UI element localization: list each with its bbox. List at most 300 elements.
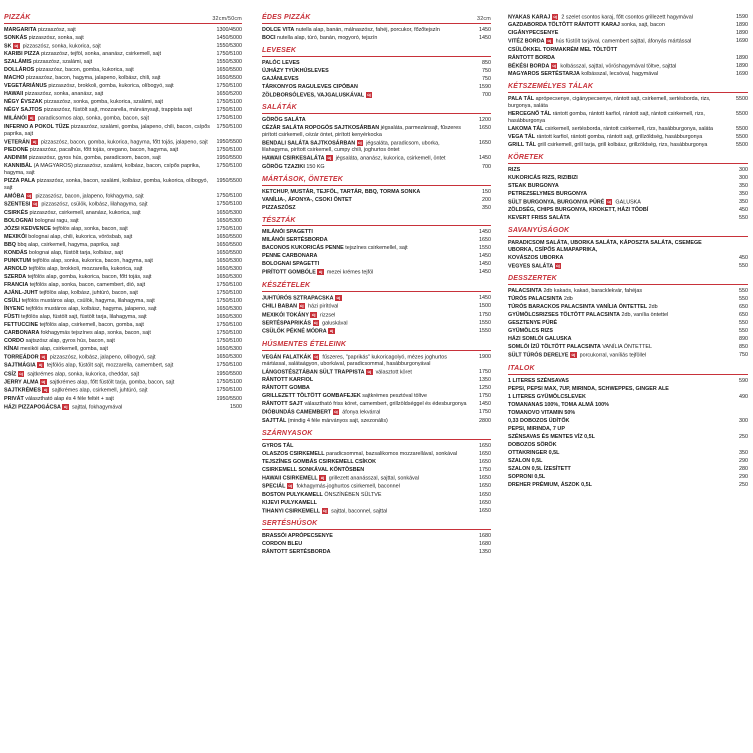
menu-item (262, 295, 491, 302)
item-name: BÉKÉSI BORDA (508, 63, 550, 70)
item-description: 2 szelet csontos karaj, főtt csontos grillezett hagymával (561, 14, 693, 21)
item-price: 1890 (736, 30, 748, 37)
menu-item-text (262, 27, 471, 34)
item-price: 1650 (479, 140, 491, 146)
menu-item (262, 418, 491, 425)
section-title-text: ÉDES PIZZÁK (262, 14, 311, 21)
item-name: TÚRÓS BARACKOS PALACSINTA VANÍLIA ÖNTETTEL (508, 304, 648, 311)
new-badge: új (553, 14, 557, 19)
menu-item-text (4, 330, 217, 337)
item-price: 1650/5500 (216, 249, 242, 256)
item-price: 1500 (230, 403, 242, 410)
item-name: HÁZI PIZZAPOGÁCSA (4, 404, 61, 411)
menu-item (4, 314, 242, 321)
menu-item (4, 107, 242, 114)
menu-item-text (508, 434, 728, 441)
item-name: MARGARITA (4, 26, 37, 33)
item-description: tejfölös alap, füstölt sajt, mozzarella, camembert, sajt (46, 362, 174, 369)
menu-item-text (508, 304, 728, 311)
menu-item (4, 67, 242, 74)
item-name: CSÜLI (4, 297, 21, 304)
item-name: RÁNTOTT GOMBA (262, 385, 310, 392)
menu-item-text (262, 320, 471, 327)
item-name: NÉGY ÉVSZAK (4, 99, 43, 106)
menu-item-text (262, 295, 471, 302)
menu-item-text (262, 459, 471, 466)
menu-item (262, 409, 491, 416)
menu-item (508, 418, 748, 425)
menu-item-text (4, 147, 217, 154)
item-name: HERCEGNŐ TÁL (508, 111, 552, 118)
item-price: 280 (739, 465, 748, 472)
item-name: NYAKAS KARAJ (508, 14, 551, 21)
menu-item (508, 63, 748, 70)
new-badge: új (288, 483, 292, 489)
item-description: tejfölös alap, csirkemell, bacon, gomba, sajt (39, 321, 144, 328)
item-name: ÚJHÁZY TYÚKHÚSLEVES (262, 67, 329, 74)
item-name: VANÍLIA-, ÁFONYA-, CSOKI ÖNTET (262, 196, 352, 203)
item-name: KARIBI PIZZA (4, 51, 40, 58)
item-name: CHILI BABAN (262, 303, 298, 310)
item-name: SAJTKRÉMES (4, 387, 41, 394)
menu-item-text (262, 125, 471, 139)
menu-item-text (508, 450, 728, 457)
item-description: grillezett ananásszal, sajttal, sonkával (328, 475, 419, 482)
new-badge: új (320, 474, 325, 480)
item-name: KETCHUP, MUSTÁR, TEJFÖL, TARTÁR, BBQ, TORMA SONKA (262, 188, 421, 195)
menu-item (4, 250, 242, 257)
menu-item (4, 218, 242, 225)
menu-item (508, 450, 748, 457)
item-price: 850 (482, 59, 491, 66)
item-description: 150 KG (306, 163, 325, 170)
menu-item-text (4, 346, 217, 353)
item-description: sajttal, fokhagymával (71, 404, 123, 411)
item-description: ÖNSZÍNÉBEN SÜLTVE (324, 491, 382, 498)
item-name: PIZZA PALA (4, 178, 36, 185)
item-price: 1750 (479, 466, 491, 473)
item-price: 700 (482, 163, 491, 170)
menu-item (508, 394, 748, 401)
menu-item (508, 304, 748, 311)
menu-item (262, 35, 491, 42)
section-title-text: LEVESEK (262, 46, 297, 54)
menu-item (508, 410, 748, 417)
new-badge: új (43, 387, 48, 393)
item-name: PIRÍTOTT GOMBÓLE (262, 269, 316, 276)
menu-item-text (4, 43, 217, 50)
item-price: 1750 (479, 409, 491, 416)
item-price: 1650 (479, 442, 491, 449)
item-price: 2800 (479, 417, 491, 424)
menu-item (262, 467, 491, 474)
item-description: fokhagymás-joghurtos csirkemell, baconnel (296, 483, 400, 490)
item-name: SZENTESI (4, 201, 31, 208)
item-name: KEVERT FRISS SALÁTA (508, 215, 571, 222)
menu-item (4, 99, 242, 106)
menu-item (262, 84, 491, 91)
menu-item-text (262, 483, 471, 490)
item-price: 1590 (736, 14, 748, 20)
menu-item-text (4, 193, 217, 200)
menu-item (4, 330, 242, 337)
menu-item (508, 352, 748, 359)
item-description: bolognai alap, chili, kukorica, vörösbab, sajt (28, 233, 133, 240)
menu-item (262, 68, 491, 75)
item-name: KUKORICÁS RIZS, RIZIBIZI (508, 174, 578, 181)
item-name: CSIRKÉS (4, 209, 28, 216)
item-price: 650 (739, 312, 748, 319)
item-name: MILÁNÓI SERTÉSBORDA (262, 237, 328, 244)
menu-item (508, 312, 748, 319)
item-name: SZALON 0,5L (508, 457, 543, 464)
menu-item (4, 242, 242, 249)
item-price: 300 (739, 417, 748, 424)
menu-item-text (508, 458, 728, 465)
menu-item (508, 386, 748, 393)
item-description: 2db kakaós, kakaó, baracklekvár, fahéjas (543, 288, 643, 295)
item-description: pizzaszósz, csülök, kolbász, lilahagyma, sajt (41, 201, 148, 208)
item-name: HAWAII (4, 91, 24, 98)
item-name: CORDO (4, 337, 25, 344)
new-badge: új (571, 352, 576, 358)
menu-item (262, 27, 491, 34)
menu-item-text (4, 306, 217, 313)
item-name: GAJÁNLEVES (262, 75, 299, 82)
new-badge: új (329, 328, 334, 334)
item-price: 1750/5100 (216, 321, 242, 328)
item-name: 0,33 DOBOZOS ÜDÍTŐK (508, 417, 570, 424)
item-price: 1450 (479, 261, 491, 268)
menu-item-text (4, 83, 217, 90)
item-name: GÖRÖG SALÁTA (262, 117, 306, 124)
menu-item (508, 142, 748, 149)
item-name: ANDINIM (4, 155, 28, 162)
item-price: 290 (739, 473, 748, 480)
item-description: pizzaszósz, tejföl, sonka, ananász, csirkemell, sajt (41, 51, 161, 58)
item-name: MAGYAROS SERTÉSTARJA (508, 71, 580, 78)
item-price: 750 (739, 352, 748, 359)
menu-item (508, 199, 748, 206)
item-description: 2db, vanília öntettel (621, 312, 669, 319)
menu-item (262, 508, 491, 515)
menu-item-text (262, 475, 471, 482)
item-description: jégsaláta, ananász, kukorica, csirkemell, öntet (335, 155, 446, 162)
menu-item (262, 197, 491, 204)
menu-item-text (508, 22, 728, 29)
menu-item (4, 266, 242, 273)
menu-item-text (4, 404, 222, 411)
menu-item-text (4, 250, 217, 257)
menu-item (262, 320, 491, 327)
item-description: sajttal, baconnel, sajttal (331, 508, 388, 515)
item-price: 1450 (479, 34, 491, 41)
item-description: pizzaszósz, sonka, sajt (28, 34, 84, 41)
item-price: 300 (739, 174, 748, 181)
item-name: ARNOLD (4, 265, 28, 272)
menu-item-text (508, 240, 728, 254)
item-price: 750 (482, 75, 491, 82)
item-description: pizzaszósz, csirkemell, ananász, kukorica, sajt (29, 209, 141, 216)
menu-item-text (508, 312, 728, 319)
menu-item (4, 274, 242, 281)
section-title (262, 176, 491, 186)
item-price: 1450 (479, 229, 491, 236)
item-name: SZALON 0,5L ÍZESÍTETT (508, 465, 571, 472)
menu-item (262, 125, 491, 139)
menu-item-text (508, 14, 728, 21)
item-description: nutella alap, túró, banán, mogyoró, tejszín (276, 34, 378, 41)
menu-item-text (262, 393, 471, 400)
menu-item (508, 30, 748, 37)
new-badge: új (300, 303, 304, 309)
menu-item-text (262, 303, 471, 310)
item-price: 1750/5100 (216, 51, 242, 58)
section-title (508, 154, 748, 164)
item-description: tejfölös alap, sonka, bacon, camembert, dió, sajt (29, 281, 146, 288)
new-badge: új (334, 409, 338, 415)
item-price: 1750/5100 (216, 297, 242, 304)
item-name: TEJSZÍNES GOMBÁS CSIRKEMELL CSÍKOK (262, 458, 377, 465)
menu-item (508, 288, 748, 295)
item-name: PIEDONE (4, 147, 29, 154)
item-description: tejszínes csirkemellel, sajt (345, 245, 408, 252)
item-name: ÍNYENC (4, 305, 25, 312)
item-price: 1350 (479, 377, 491, 384)
menu-item-text (4, 218, 217, 225)
item-name: SZERDA (4, 273, 27, 280)
menu-item-text (262, 189, 471, 196)
menu-item-text (508, 466, 728, 473)
item-name: GYÜMÖLCS RIZS (508, 328, 553, 335)
menu-item-text (262, 68, 471, 75)
menu-item-text (262, 155, 471, 162)
item-price: 1590 (479, 83, 491, 90)
item-price: 550 (739, 215, 748, 222)
item-description: házi pirítóval (308, 303, 339, 310)
menu-item-text (508, 55, 728, 62)
menu-item-text (262, 328, 471, 335)
menu-item-text (508, 134, 728, 141)
menu-item (262, 229, 491, 236)
item-name: PETREZSELYMES BURGONYA (508, 190, 587, 197)
item-price: 250 (739, 481, 748, 488)
item-price: 1450 (479, 26, 491, 33)
item-description: tejfölös alap, sonka, bacon, sajt (52, 225, 128, 232)
item-name: DIÓBUNDÁS CAMEMBERT (262, 409, 332, 416)
item-name: SZÉNSAVAS ÉS MENTES VÍZ 0,5L (508, 433, 595, 440)
section-title-text: SZÁRNYASOK (262, 429, 313, 437)
new-badge: új (14, 42, 19, 48)
menu-item-text (4, 234, 217, 241)
menu-item (262, 451, 491, 458)
item-price: 250 (739, 433, 748, 440)
item-price: 1650/5300 (216, 273, 242, 280)
item-price: 1950/5500 (216, 178, 242, 185)
item-name: OLASZOS CSIRKEMELL (262, 450, 325, 457)
item-description: sajtkrémes alap, főtt füstölt tarja, gomba, bacon, sajt (49, 379, 175, 386)
item-price: 1550/5300 (216, 59, 242, 66)
item-price: 1200 (479, 117, 491, 124)
item-name: ZÖLDBORSÓLEVES, VAJGALUSKÁVAL (262, 92, 365, 99)
item-price: 1650 (479, 125, 491, 132)
menu-item-text (4, 107, 217, 114)
menu-item (262, 245, 491, 252)
section-title (508, 275, 748, 285)
item-name: BACONOS KUKORICÁS PENNE (262, 245, 344, 252)
section-title-text: ITALOK (508, 364, 535, 372)
item-name: NÉGY SAJTOS (4, 107, 43, 114)
new-badge: új (318, 269, 323, 275)
item-price: 1650/5300 (216, 257, 242, 264)
item-price: 1650/5300 (216, 217, 242, 224)
menu-item (4, 354, 242, 361)
menu-item (4, 91, 242, 98)
menu-item-text (4, 35, 217, 42)
menu-item (262, 385, 491, 392)
menu-item (4, 59, 242, 66)
menu-item-text (4, 178, 217, 192)
item-description: pizzaszósz, pacalhús, főtt tojás, oregano, bacon, hagyma, sajt (29, 147, 179, 154)
item-description: sajtszósz alap, gyros hús, bacon, sajt (25, 337, 115, 344)
item-description: pizzaszósz, bacon, hagyma, jalapeno, kolbász, chili, sajt (25, 75, 161, 82)
item-description: porcukorral, vaníliás tejföllel (579, 352, 647, 359)
section-title-text: SERTÉSHÚSOK (262, 519, 318, 527)
menu-item (4, 226, 242, 233)
item-name: RÁNTOTT KARFIOL (262, 377, 314, 384)
item-description: pizzaszósz, sonka, bacon, szalámi, kolbász, gomba, kukorica, olíbogyó, sajt (4, 178, 209, 191)
menu-column-2 (262, 14, 491, 557)
item-description: pizzaszósz, kolbász, jalapeno, olíbogyó, sajt (49, 354, 156, 361)
new-badge: új (33, 201, 37, 207)
menu-item-text (508, 175, 728, 182)
menu-item (262, 269, 491, 276)
menu-item (262, 92, 491, 99)
item-description: nutella alap, banán, málnaszósz, fahéj, porcukor, főzőtejszín (295, 26, 440, 33)
item-description: tejfölös mustáros alap, csülök, hagyma, lilahagyma, sajt (21, 297, 155, 304)
item-description: tejfölös mustáros alap, kolbász, hagyma, jalapeno, sajt (25, 305, 157, 312)
item-description: 2db (648, 304, 658, 311)
item-price: 1650 (479, 237, 491, 244)
item-name: PUNKTUM (4, 257, 31, 264)
menu-item-text (508, 207, 728, 214)
item-price: 1650/5500 (216, 75, 242, 82)
menu-item (262, 205, 491, 212)
item-description: grill csirkemell, grill tarja, grill kolbász, grillzöldség, rizs, hasábburgonya (537, 141, 708, 148)
new-badge: új (552, 62, 556, 68)
item-price: 1650/5300 (216, 345, 242, 352)
item-name: SK (4, 43, 12, 50)
menu-item-text (262, 84, 471, 91)
item-price: 1650/5500 (216, 67, 242, 74)
item-name: AJÁNL-JUHT (4, 289, 38, 296)
menu-item-text (4, 242, 217, 249)
menu-item-text (262, 541, 471, 548)
menu-item-text (262, 253, 471, 260)
item-description: pizzaszósz, gyros hús, gomba, paradicsom, bacon, sajt (28, 155, 161, 162)
menu-item (4, 396, 242, 403)
menu-item (4, 210, 242, 217)
item-name: SONKÁS (4, 34, 28, 41)
menu-item (262, 140, 491, 154)
menu-item-text (262, 500, 471, 507)
menu-item-text (4, 124, 217, 138)
menu-item-text (508, 482, 728, 489)
item-price: 1750/5100 (216, 225, 242, 232)
section-title (262, 282, 491, 292)
item-description: 2db (563, 296, 573, 303)
section-title (262, 104, 491, 114)
item-name: HAWAII CSIRKESALÁTA (262, 155, 325, 162)
section-title (262, 520, 491, 530)
item-name: JUHTÚRÓS SZTRAPACSKA (262, 295, 334, 302)
menu-item-text (262, 549, 471, 556)
item-name: BOLOGNAI SPAGETTI (262, 261, 320, 268)
new-badge: új (547, 38, 552, 44)
menu-item (262, 483, 491, 490)
item-name: DOBOZOS SÖRÖK (508, 441, 557, 448)
item-name: HÁZI SOMLÓI GALUSKA (508, 336, 572, 343)
item-name: SÜLT BURGONYA, BURGONYA PÜRÉ (508, 199, 605, 206)
menu-item (262, 237, 491, 244)
menu-item (262, 377, 491, 384)
item-name: BRASSÓI APRÓPECSENYE (262, 532, 333, 539)
item-price: 1550 (479, 320, 491, 327)
item-price: 1750 (479, 393, 491, 400)
item-name: GAZDABORDA TÖLTÖTT RÁNTOTT KARAJ (508, 22, 620, 29)
item-description: sajtkrémes alap, sonka, kukorica, cheddar, sajt (27, 371, 140, 378)
menu-item-text (4, 115, 217, 122)
item-description: sonka, sajt, bacon (621, 22, 665, 29)
item-name: JÓZSI KEDVENCE (4, 225, 52, 232)
menu-item (4, 43, 242, 50)
menu-item (4, 163, 242, 177)
menu-item-text (508, 288, 728, 295)
menu-item-text (4, 75, 217, 82)
new-badge: új (38, 362, 43, 368)
menu-item (262, 443, 491, 450)
item-description: mezei krémes tejföl (326, 269, 374, 276)
menu-item (508, 191, 748, 198)
new-badge: új (607, 198, 611, 204)
menu-item (262, 393, 491, 400)
item-price: 1450 (479, 253, 491, 260)
item-description: rántott gomba, rántott karfiol, rántott sajt, rántott csirkemell, rizs, hasábburgonya (508, 111, 705, 124)
item-price: 1950/5500 (216, 395, 242, 402)
item-description: sajtkrémes alap, csirkemell, juhtúró, sajt (51, 387, 148, 394)
menu-item (508, 255, 748, 262)
menu-item-text (4, 258, 217, 265)
menu-item-text (262, 269, 471, 276)
item-price: 1750/5100 (216, 123, 242, 130)
item-price: 1450/5000 (216, 34, 242, 41)
item-price: 1550/5300 (216, 42, 242, 49)
item-price: 1950/5500 (216, 155, 242, 162)
menu-item-text (262, 92, 471, 99)
new-badge: új (336, 294, 341, 300)
item-description: paradicsommal, bazsalikomos mozzarellával, sonkával (326, 450, 458, 457)
menu-item-text (508, 474, 728, 481)
menu-item (508, 336, 748, 343)
menu-item (508, 466, 748, 473)
menu-item-text (508, 167, 728, 174)
item-price: 850 (739, 344, 748, 351)
item-description: paradicsomos alap, sonka, gomba, bacon, sajt (37, 115, 149, 122)
item-name: TÚRÓS PALACSINTA (508, 296, 563, 303)
menu-item (262, 475, 491, 482)
menu-item-text (508, 111, 728, 125)
menu-item-text (508, 296, 728, 303)
